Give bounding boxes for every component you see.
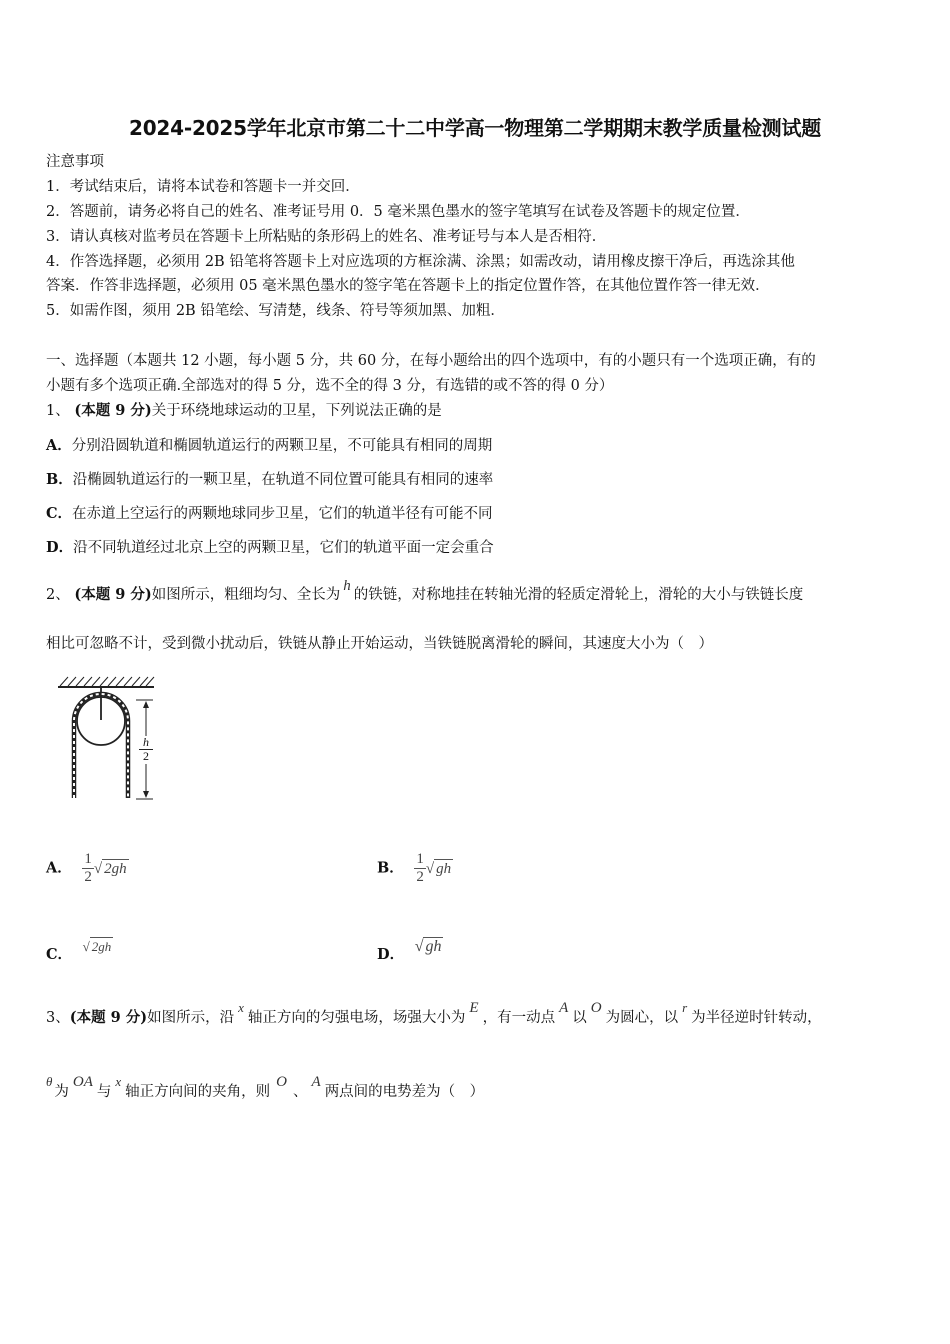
variable-a: A xyxy=(559,1000,569,1016)
variable-a: A xyxy=(311,1074,321,1090)
question-2-stem xyxy=(46,578,804,604)
question-2-option-b[interactable] xyxy=(377,851,453,886)
variable-x: x xyxy=(115,1074,122,1089)
question-3-stem-cont xyxy=(46,1074,485,1101)
option-label: C． xyxy=(46,505,73,522)
option-label: D． xyxy=(46,539,74,556)
option-text: 在赤道上空运行的两颗地球同步卫星，它们的轨道半径有可能不同 xyxy=(72,506,493,522)
question-number: 1、 xyxy=(46,403,70,419)
notice-heading: 注意事项 xyxy=(46,154,104,170)
notice-item: 3．请认真核对监考员在答题卡上所粘贴的条形码上的姓名、准考证号与本人是否相符． xyxy=(46,229,607,245)
radicand: 2gh xyxy=(91,939,112,954)
question-text: 轴正方向间的夹角，则 xyxy=(125,1084,271,1100)
question-text: 为圆心，以 xyxy=(605,1010,679,1026)
question-3-stem xyxy=(46,1000,822,1027)
question-text: 如图所示，沿 xyxy=(147,1010,235,1026)
fraction-numerator: 1 xyxy=(84,851,92,867)
fraction xyxy=(414,851,426,886)
option-label: A． xyxy=(46,437,72,454)
question-1-option-a[interactable] xyxy=(46,437,492,455)
figure-dimension-label xyxy=(139,736,153,763)
variable-o: O xyxy=(276,1074,288,1090)
square-root: √ gh xyxy=(425,861,452,877)
question-score: (本题 9 分) xyxy=(74,586,152,603)
notice-item: 5．如需作图，须用 2B 铅笔绘、写清楚，线条、符号等须加黑、加粗． xyxy=(46,303,505,319)
question-text: 、 xyxy=(293,1084,308,1100)
option-label: B． xyxy=(377,859,404,877)
page-title: 2024-2025学年北京市第二十二中学高一物理第二学期期末教学质量检测试题 xyxy=(128,116,822,140)
question-2-option-a[interactable] xyxy=(46,851,129,886)
option-text: 沿椭圆轨道运行的一颗卫星，在轨道不同位置可能具有相同的速率 xyxy=(72,472,494,488)
question-1-option-b[interactable] xyxy=(46,471,493,489)
question-2-option-d[interactable] xyxy=(377,937,443,963)
chain-pulley-figure xyxy=(56,674,166,806)
question-text: 的铁链，对称地挂在转轴光滑的轻质定滑轮上，滑轮的大小与铁链长度 xyxy=(353,587,804,603)
question-text: 以 xyxy=(572,1010,587,1026)
section-heading-cont: 小题有多个选项正确.全部选对的得 5 分，选不全的得 3 分，有选错的或不答的得 0 分） xyxy=(46,378,614,394)
variable-h: h xyxy=(343,578,351,594)
question-1-option-c[interactable] xyxy=(46,505,493,523)
variable-r: r xyxy=(682,1000,688,1015)
question-text: 关于环绕地球运动的卫星，下列说法正确的是 xyxy=(151,403,442,419)
variable-oa: OA xyxy=(72,1074,93,1090)
radicand: gh xyxy=(436,861,452,877)
fraction-denominator: 2 xyxy=(84,869,92,885)
radicand: 2gh xyxy=(104,861,127,877)
notice-item: 答案．作答非选择题，必须用 05 毫米黑色墨水的签字笔在答题卡上的指定位置作答，在其他位置作答一律无效． xyxy=(46,278,770,294)
question-text: 两点间的电势差为（ ） xyxy=(324,1084,485,1100)
question-text: 为半径逆时针转动， xyxy=(691,1010,822,1026)
square-root: √ 2gh xyxy=(93,861,127,877)
fraction-numerator: 1 xyxy=(416,851,424,867)
radicand: gh xyxy=(425,938,442,955)
option-label: D． xyxy=(377,945,405,963)
section-heading: 一、选择题（本题共 12 小题，每小题 5 分，共 60 分，在每小题给出的四个选项中，有的小题只有一个选项正确，有的 xyxy=(46,353,816,369)
variable-x: x xyxy=(238,1000,244,1015)
figure-label-num: h xyxy=(139,736,153,750)
question-2-stem-cont: 相比可忽略不计，受到微小扰动后，铁链从静止开始运动，当铁链脱离滑轮的瞬间，其速度大小为（ ） xyxy=(46,636,713,652)
question-text: 如图所示，粗细均匀、全长为 xyxy=(151,587,341,603)
question-text: 与 xyxy=(96,1084,112,1100)
question-text: ，有一动点 xyxy=(482,1010,556,1026)
option-label: A． xyxy=(46,859,72,877)
variable-e: E xyxy=(469,1000,479,1016)
option-text: 沿不同轨道经过北京上空的两颗卫星，它们的轨道平面一定会重合 xyxy=(73,540,494,556)
square-root: √ 2gh xyxy=(82,939,112,954)
variable-o: O xyxy=(590,1000,602,1016)
question-number: 3、 xyxy=(46,1010,70,1026)
fraction-denominator: 2 xyxy=(416,869,424,885)
question-2-option-c[interactable] xyxy=(46,937,113,963)
square-root: √ gh xyxy=(414,938,442,955)
option-label: B． xyxy=(46,471,73,488)
option-text: 分别沿圆轨道和椭圆轨道运行的两颗卫星，不可能具有相同的周期 xyxy=(71,438,493,454)
notice-item: 1．考试结束后，请将本试卷和答题卡一并交回． xyxy=(46,179,360,195)
notice-item: 4．作答选择题，必须用 2B 铅笔将答题卡上对应选项的方框涂满、涂黑；如需改动，请用橡皮擦干净后，再选涂其他 xyxy=(46,254,795,270)
notice-item: 2．答题前，请务必将自己的姓名、准考证号用 0．5 毫米黑色墨水的签字笔填写在试卷及答题卡的规定位置． xyxy=(46,204,750,220)
question-number: 2、 xyxy=(46,587,70,603)
question-1-stem xyxy=(46,402,442,420)
question-score: (本题 9 分) xyxy=(69,1009,148,1026)
question-score: (本题 9 分) xyxy=(74,402,152,419)
variable-theta: θ xyxy=(46,1074,53,1089)
option-label: C． xyxy=(46,945,73,963)
question-1-option-d[interactable] xyxy=(46,539,494,557)
fraction xyxy=(82,851,94,886)
question-text: 为 xyxy=(54,1084,69,1100)
figure-label-den: 2 xyxy=(143,749,149,763)
question-text: 轴正方向的匀强电场，场强大小为 xyxy=(247,1010,466,1026)
